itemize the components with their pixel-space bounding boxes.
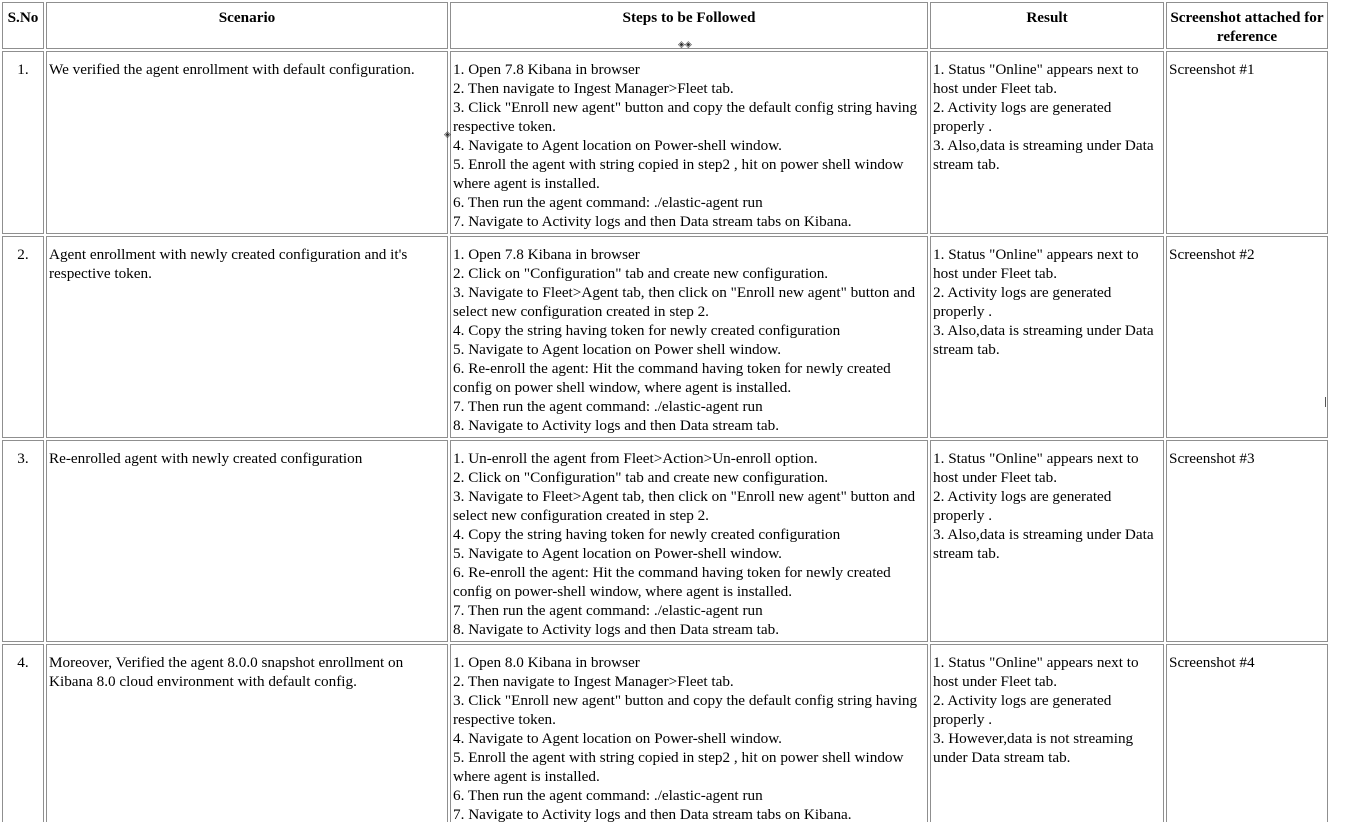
step-line: 3. Navigate to Fleet>Agent tab, then click on "Enroll new agent" button and select new configuration created in step 2.	[453, 284, 916, 320]
step-line: 7. Then run the agent command: ./elastic-agent run	[453, 398, 763, 415]
step-line: 6. Re-enroll the agent: Hit the command having token for newly created config on power shell window, where agent is installed.	[453, 360, 891, 396]
step-line: 6. Then run the agent command: ./elastic-agent run	[453, 787, 763, 804]
row-steps	[450, 236, 928, 438]
step-line: 2. Click on "Configuration" tab and create new configuration.	[453, 469, 829, 486]
result-line: 3. Also,data is streaming under Data stream tab.	[933, 526, 1154, 562]
step-line: 2. Click on "Configuration" tab and create new configuration.	[453, 265, 829, 282]
step-line: 1. Un-enroll the agent from Fleet>Action>Un-enroll option.	[453, 450, 818, 467]
table-row	[2, 440, 1328, 642]
header-sno: S.No	[2, 2, 44, 49]
step-line: 4. Navigate to Agent location on Power-shell window.	[453, 730, 782, 747]
result-line: 2. Activity logs are generated properly .	[933, 488, 1112, 524]
step-line: 4. Copy the string having token for newly created configuration	[453, 526, 841, 543]
result-line: 2. Activity logs are generated properly .	[933, 692, 1112, 728]
header-row	[2, 2, 1328, 49]
step-line: 8. Navigate to Activity logs and then Data stream tab.	[453, 621, 780, 638]
step-line: 2. Then navigate to Ingest Manager>Fleet tab.	[453, 80, 734, 97]
row-scenario: Re-enrolled agent with newly created configuration	[46, 440, 448, 642]
step-line: 6. Then run the agent command: ./elastic-agent run	[453, 194, 763, 211]
header-scenario: Scenario	[46, 2, 448, 49]
result-line: 2. Activity logs are generated properly .	[933, 284, 1112, 320]
row-scenario: Agent enrollment with newly created configuration and it's respective token.	[46, 236, 448, 438]
result-line: 3. Also,data is streaming under Data stream tab.	[933, 322, 1154, 358]
step-line: 5. Enroll the agent with string copied in step2 , hit on power shell window where agent is installed.	[453, 156, 904, 192]
step-line: 7. Navigate to Activity logs and then Data stream tabs on Kibana.	[453, 806, 852, 822]
step-line: 5. Enroll the agent with string copied in step2 , hit on power shell window where agent is installed.	[453, 749, 904, 785]
result-line: 1. Status "Online" appears next to host under Fleet tab.	[933, 246, 1139, 282]
step-line: 1. Open 7.8 Kibana in browser	[453, 246, 640, 263]
row-steps	[450, 51, 928, 234]
column-resize-handle-icon[interactable]: ◈◈	[678, 40, 692, 50]
result-line: 2. Activity logs are generated properly .	[933, 99, 1112, 135]
table-edge-handle-icon[interactable]	[1325, 397, 1326, 407]
step-line: 3. Click "Enroll new agent" button and copy the default config string having respective token.	[453, 692, 918, 728]
table-row	[2, 236, 1328, 438]
step-line: 6. Re-enroll the agent: Hit the command having token for newly created config on power-shell window, where agent is installed.	[453, 564, 891, 600]
row-screenshot-ref: Screenshot #1	[1166, 51, 1328, 234]
row-sno: 3.	[2, 440, 44, 642]
row-result	[930, 51, 1164, 234]
row-result	[930, 440, 1164, 642]
step-line: 8. Navigate to Activity logs and then Data stream tab.	[453, 417, 780, 434]
table-row	[2, 644, 1328, 822]
step-line: 4. Copy the string having token for newly created configuration	[453, 322, 841, 339]
result-line: 3. However,data is not streaming under Data stream tab.	[933, 730, 1134, 766]
result-line: 1. Status "Online" appears next to host under Fleet tab.	[933, 450, 1139, 486]
row-sno: 4.	[2, 644, 44, 822]
row-screenshot-ref: Screenshot #4	[1166, 644, 1328, 822]
row-sno: 2.	[2, 236, 44, 438]
row-result	[930, 644, 1164, 822]
step-line: 3. Navigate to Fleet>Agent tab, then click on "Enroll new agent" button and select new configuration created in step 2.	[453, 488, 916, 524]
row-sno: 1.	[2, 51, 44, 234]
table-row	[2, 51, 1328, 234]
header-screenshot: Screenshot attached for reference	[1166, 2, 1328, 49]
step-line: 1. Open 8.0 Kibana in browser	[453, 654, 640, 671]
result-line: 3. Also,data is streaming under Data stream tab.	[933, 137, 1154, 173]
step-line: 2. Then navigate to Ingest Manager>Fleet tab.	[453, 673, 734, 690]
result-line: 1. Status "Online" appears next to host under Fleet tab.	[933, 654, 1139, 690]
row-resize-handle-icon[interactable]: ◈	[444, 130, 451, 140]
row-scenario: Moreover, Verified the agent 8.0.0 snapshot enrollment on Kibana 8.0 cloud environment with default config.	[46, 644, 448, 822]
row-screenshot-ref: Screenshot #2	[1166, 236, 1328, 438]
header-steps: Steps to be Followed	[450, 2, 928, 49]
row-steps	[450, 440, 928, 642]
row-result	[930, 236, 1164, 438]
table-body	[2, 51, 1328, 822]
step-line: 5. Navigate to Agent location on Power shell window.	[453, 341, 782, 358]
result-line: 1. Status "Online" appears next to host under Fleet tab.	[933, 61, 1139, 97]
step-line: 4. Navigate to Agent location on Power-shell window.	[453, 137, 782, 154]
step-line: 7. Then run the agent command: ./elastic-agent run	[453, 602, 763, 619]
step-line: 3. Click "Enroll new agent" button and copy the default config string having respective token.	[453, 99, 918, 135]
row-steps	[450, 644, 928, 822]
step-line: 5. Navigate to Agent location on Power-shell window.	[453, 545, 782, 562]
header-result: Result	[930, 2, 1164, 49]
row-screenshot-ref: Screenshot #3	[1166, 440, 1328, 642]
step-line: 7. Navigate to Activity logs and then Data stream tabs on Kibana.	[453, 213, 852, 230]
row-scenario: We verified the agent enrollment with default configuration.	[46, 51, 448, 234]
step-line: 1. Open 7.8 Kibana in browser	[453, 61, 640, 78]
